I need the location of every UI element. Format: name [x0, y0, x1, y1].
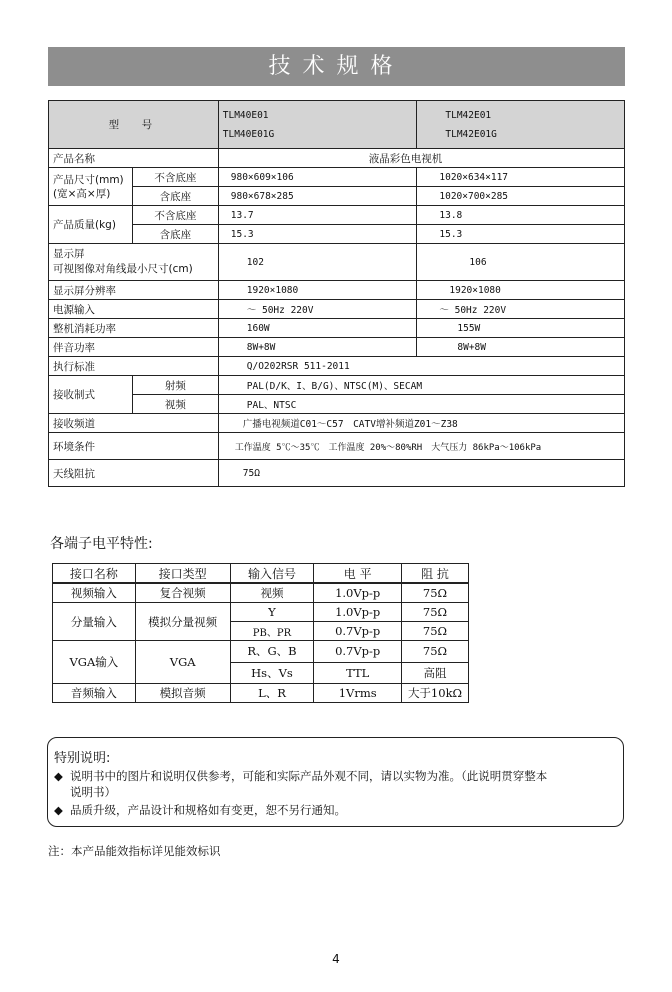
value-b: 13.8 [417, 206, 625, 225]
row-label: 执行标准 [49, 357, 219, 376]
row-consumption [49, 319, 625, 338]
note-item: ◆ 说明书中的图片和说明仅供参考，可能和实际产品外观不同，请以实物为准。（此说明贯穿整本 说明书） [54, 769, 548, 799]
value-a: 980×678×285 [218, 187, 417, 206]
row-sublabel: 射频 [132, 376, 218, 395]
row-product-name [49, 149, 625, 168]
value-b: 8W+8W [417, 338, 625, 357]
value-b: ～ 50Hz 220V [417, 300, 625, 319]
row-resolution [49, 281, 625, 300]
ports-title: 各端子电平特性: [50, 536, 153, 552]
row-label: 显示屏 可视图像对角线最小尺寸(cm) [49, 244, 219, 281]
page-number: 4 [332, 952, 340, 966]
model-label: 型 号 [49, 101, 219, 149]
diamond-bullet-icon: ◆ [54, 803, 63, 817]
row-value: 工作温度 5℃～35℃ 工作温度 20%～80%RH 大气压力 86kPa～106kPa [218, 433, 624, 460]
footnote: 注：本产品能效指标详见能效标识 [48, 844, 221, 858]
table-row: 分量输入 模拟分量视频 Y 1.0Vp-p 75Ω [53, 603, 469, 622]
value-a: ～ 50Hz 220V [218, 300, 417, 319]
value-b: 1020×634×117 [417, 168, 625, 187]
row-sublabel: 含底座 [132, 187, 218, 206]
row-sublabel: 含底座 [132, 225, 218, 244]
value-b: 15.3 [417, 225, 625, 244]
ports-header-row [53, 564, 469, 584]
value-a: 980×609×106 [218, 168, 417, 187]
row-environment [49, 433, 625, 460]
value-b: 1920×1080 [417, 281, 625, 300]
col-header: 接口类型 [135, 564, 230, 584]
diamond-bullet-icon: ◆ [54, 769, 63, 783]
row-value: 75Ω [218, 460, 624, 487]
row-label: 产品尺寸(mm) (宽×高×厚) [49, 168, 133, 206]
table-row: 音频输入 模拟音频 L、R 1Vrms 大于10kΩ [53, 684, 469, 703]
col-header: 电 平 [314, 564, 402, 584]
ports-table [52, 563, 469, 703]
row-sublabel: 不含底座 [132, 206, 218, 225]
row-size-2 [49, 187, 625, 206]
model-b: TLM42E01 TLM42E01G [417, 101, 625, 149]
row-system-1 [49, 376, 625, 395]
row-label: 整机消耗功率 [49, 319, 219, 338]
col-header: 阻 抗 [402, 564, 469, 584]
row-sublabel: 视频 [132, 395, 218, 414]
row-label: 接收制式 [49, 376, 133, 414]
row-label: 天线阻抗 [49, 460, 219, 487]
model-a: TLM40E01 TLM40E01G [218, 101, 417, 149]
row-label: 产品名称 [49, 149, 219, 168]
row-screen [49, 244, 625, 281]
value-a: 160W [218, 319, 417, 338]
row-standard [49, 357, 625, 376]
value-a: 8W+8W [218, 338, 417, 357]
row-value: PAL(D/K、I、B/G)、NTSC(M)、SECAM [218, 376, 624, 395]
row-label: 电源输入 [49, 300, 219, 319]
row-label: 环境条件 [49, 433, 219, 460]
row-label: 伴音功率 [49, 338, 219, 357]
note-item: ◆ 品质升级，产品设计和规格如有变更，恕不另行通知。 [54, 803, 346, 817]
row-power-input [49, 300, 625, 319]
value-b: 106 [417, 244, 625, 281]
section-banner: 技术规格 [48, 47, 625, 86]
table-row: 视频输入 复合视频 视频 1.0Vp-p 75Ω [53, 583, 469, 603]
value-b: 155W [417, 319, 625, 338]
row-antenna [49, 460, 625, 487]
table-row: PB、PR 0.7Vp-p 75Ω [53, 622, 469, 641]
row-label: 产品质量(kg) [49, 206, 133, 244]
col-header: 输入信号 [230, 564, 314, 584]
row-size-1 [49, 168, 625, 187]
special-notes-box [47, 737, 624, 827]
row-mass-1 [49, 206, 625, 225]
row-value: 液晶彩色电视机 [218, 149, 624, 168]
value-a: 15.3 [218, 225, 417, 244]
row-label: 接收频道 [49, 414, 219, 433]
row-system-2 [49, 395, 625, 414]
table-row: Hs、Vs TTL 高阻 [53, 662, 469, 684]
row-audio-power [49, 338, 625, 357]
value-a: 102 [218, 244, 417, 281]
value-a: 13.7 [218, 206, 417, 225]
row-value: 广播电视频道C01～C57 CATV增补频道Z01～Z38 [218, 414, 624, 433]
notes-title: 特别说明: [54, 751, 111, 766]
col-header: 接口名称 [53, 564, 136, 584]
row-sublabel: 不含底座 [132, 168, 218, 187]
row-label: 显示屏分辨率 [49, 281, 219, 300]
spec-header-row [49, 101, 625, 149]
row-value: PAL、NTSC [218, 395, 624, 414]
table-row: VGA输入 VGA R、G、B 0.7Vp-p 75Ω [53, 641, 469, 663]
row-mass-2 [49, 225, 625, 244]
spec-table [48, 100, 625, 487]
row-value: Q/O202RSR 511-2011 [218, 357, 624, 376]
row-channel [49, 414, 625, 433]
value-b: 1020×700×285 [417, 187, 625, 206]
value-a: 1920×1080 [218, 281, 417, 300]
